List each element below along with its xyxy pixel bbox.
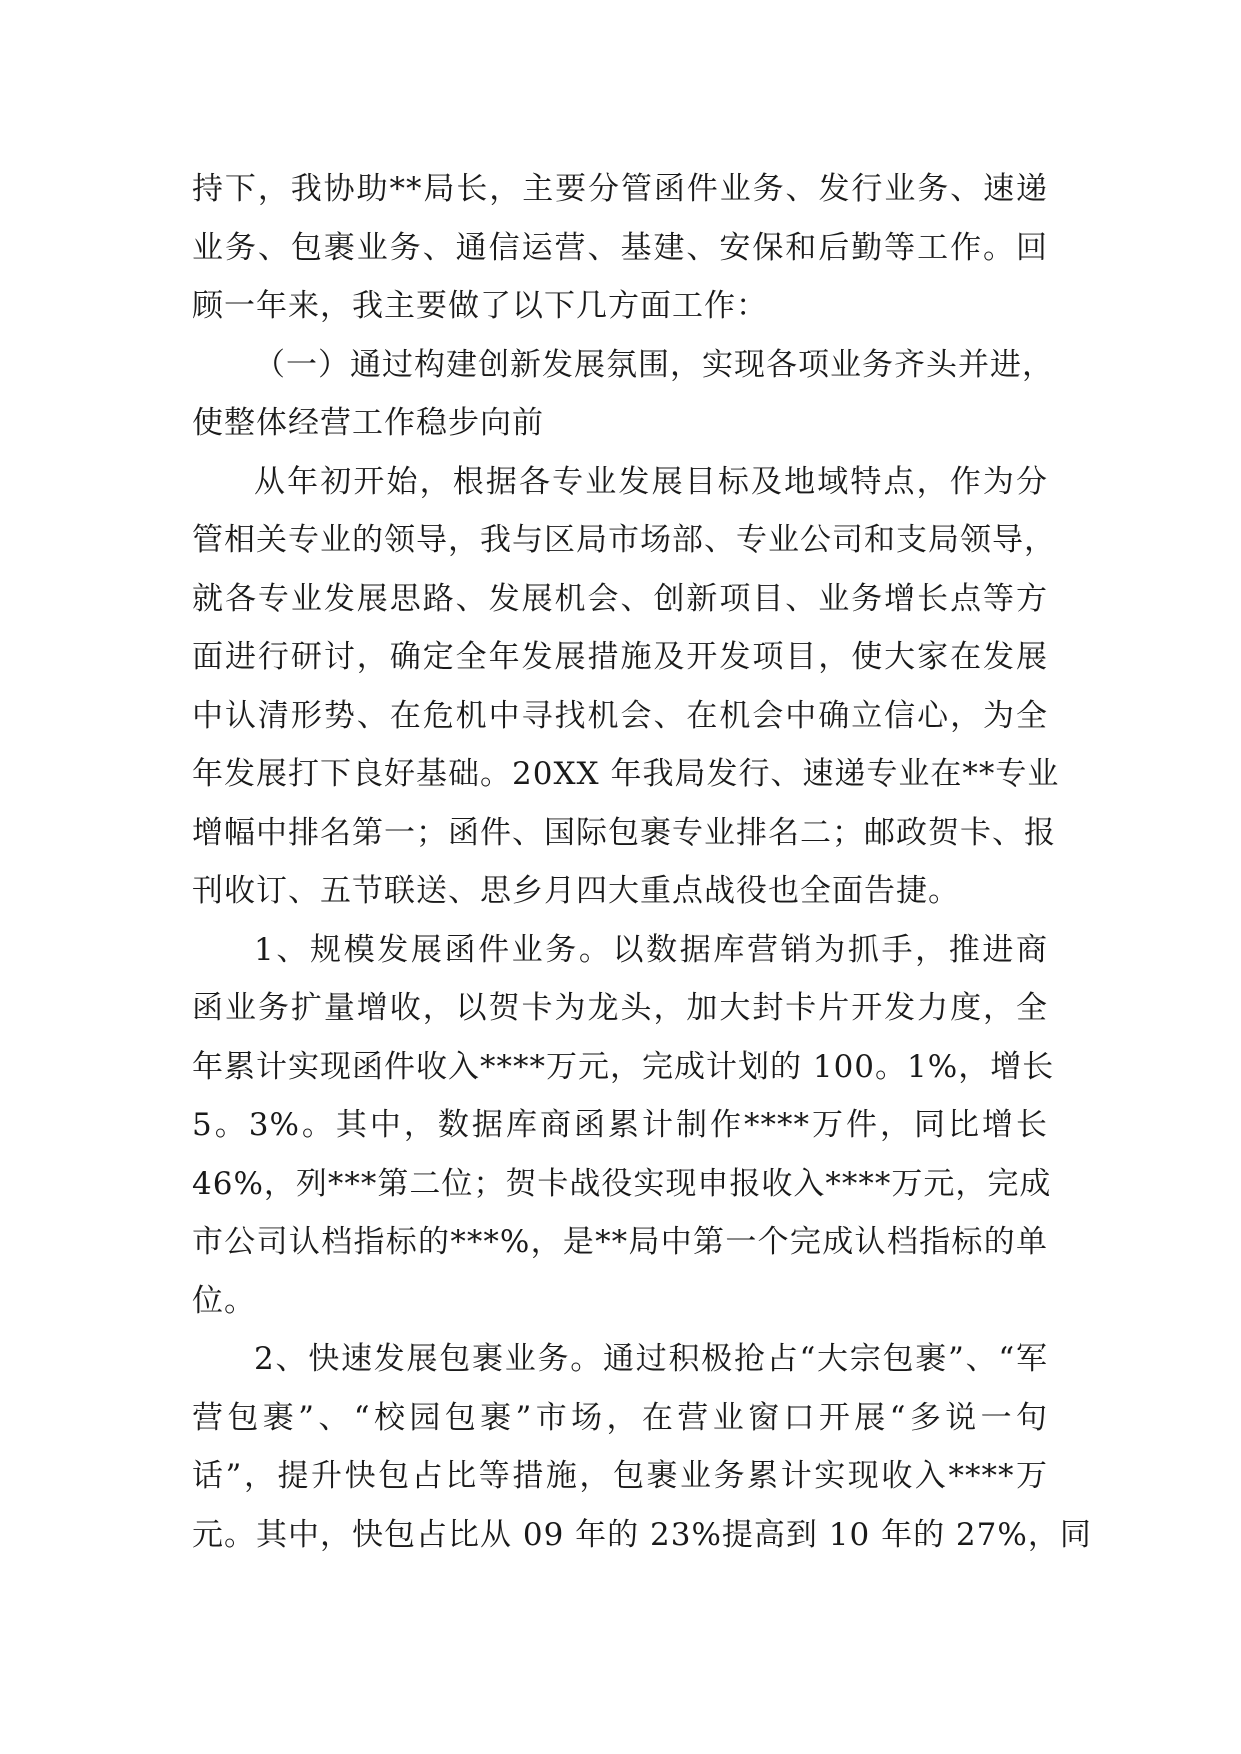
section-heading-line: （一）通过构建创新发展氛围，实现各项业务齐头并进， bbox=[254, 346, 1054, 383]
text-line: 面进行研讨，确定全年发展措施及开发项目，使大家在发展 bbox=[192, 639, 1048, 675]
text-line: 年发展打下良好基础。20XX 年我局发行、速递专业在**专业 bbox=[192, 756, 1060, 792]
text-line: 位。 bbox=[192, 1282, 256, 1319]
text-line: 中认清形势、在危机中寻找机会、在机会中确立信心，为全 bbox=[192, 697, 1048, 734]
text-line: 函业务扩量增收，以贺卡为龙头，加大封卡片开发力度，全 bbox=[192, 990, 1048, 1026]
text-line: 年累计实现函件收入****万元，完成计划的 100。1%，增长 bbox=[192, 1048, 1055, 1085]
text-line: 就各专业发展思路、发展机会、创新项目、业务增长点等方 bbox=[192, 580, 1048, 617]
text-line: 营包裹”、“校园包裹”市场，在营业窗口开展“多说一句 bbox=[192, 1399, 1048, 1436]
text-line: 2、快速发展包裹业务。通过积极抢占“大宗包裹”、“军 bbox=[254, 1341, 1048, 1377]
text-line: 持下，我协助**局长，主要分管函件业务、发行业务、速递 bbox=[192, 171, 1048, 207]
text-line: 管相关专业的领导，我与区局市场部、专业公司和支局领导， bbox=[192, 522, 1056, 558]
text-line: 业务、包裹业务、通信运营、基建、安保和后勤等工作。回 bbox=[192, 229, 1048, 266]
section-heading-line: 使整体经营工作稳步向前 bbox=[192, 405, 544, 441]
text-line: 增幅中排名第一；函件、国际包裹专业排名二；邮政贺卡、报 bbox=[192, 814, 1056, 851]
text-line: 刊收订、五节联送、思乡月四大重点战役也全面告捷。 bbox=[192, 873, 960, 909]
text-line: 5。3%。其中，数据库商函累计制作****万件，同比增长 bbox=[192, 1107, 1048, 1143]
text-line: 46%，列***第二位；贺卡战役实现申报收入****万元，完成 bbox=[192, 1165, 1052, 1202]
text-line: 1、规模发展函件业务。以数据库营销为抓手，推进商 bbox=[254, 931, 1048, 968]
document-body bbox=[192, 160, 1092, 1564]
text-line: 顾一年来，我主要做了以下几方面工作： bbox=[192, 288, 768, 324]
text-line: 元。其中，快包占比从 09 年的 23%提高到 10 年的 27%，同 bbox=[192, 1516, 1092, 1553]
text-line: 市公司认档指标的***%，是**局中第一个完成认档指标的单 bbox=[192, 1224, 1048, 1260]
text-line: 从年初开始，根据各专业发展目标及地域特点，作为分 bbox=[254, 463, 1048, 500]
text-line: 话”，提升快包占比等措施，包裹业务累计实现收入****万 bbox=[192, 1458, 1048, 1494]
